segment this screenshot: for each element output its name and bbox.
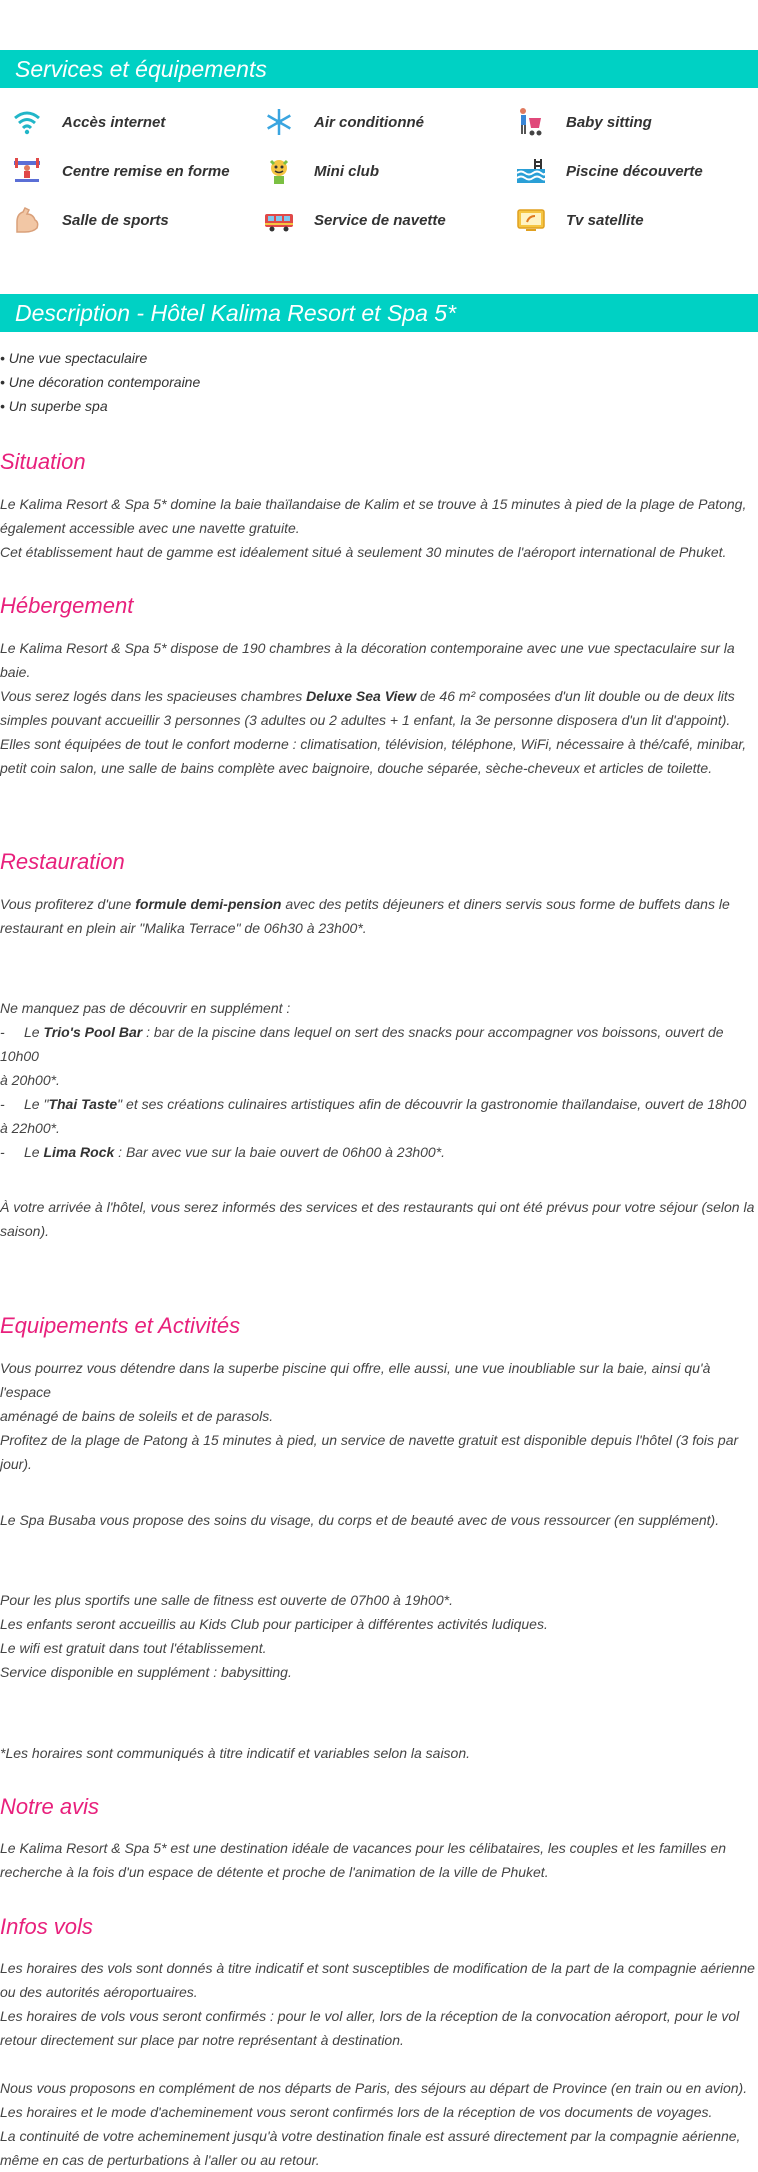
text-line: À votre arrivée à l'hôtel, vous serez informés des services et des restaurants qui ont été prévus pour votre séjour (selon la [0, 1199, 755, 1215]
highlights-list [0, 346, 200, 418]
service-label: Service de navette [314, 211, 446, 229]
text-line: petit coin salon, une salle de bains complète avec baignoire, douche séparée, sèche-cheveux et articles de toilette. [0, 760, 713, 776]
list-item: • Un superbe spa [0, 398, 108, 414]
hebergement-heading: Hébergement [0, 593, 134, 618]
text-line: La continuité de votre acheminement jusqu'à votre destination finale est assuré directement par la compagnie aérienne, [0, 2128, 741, 2144]
service-item [10, 153, 230, 189]
list-item: - Le Lima Rock : Bar avec vue sur la baie ouvert de 06h00 à 23h00*. [0, 1144, 446, 1160]
service-label: Baby sitting [566, 113, 652, 131]
text-line: Les horaires de vols vous seront confirmés : pour le vol aller, lors de la réception de la convocation aéroport, pour le vol [0, 2008, 740, 2024]
services-grid [0, 100, 758, 250]
muscle-icon [10, 203, 44, 237]
description-title: Description - Hôtel Kalima Resort et Spa 5* [15, 300, 457, 326]
text-line: baie. [0, 664, 31, 680]
text-line: Les horaires et le mode d'acheminement vous seront confirmés lors de la réception de vos documents de voyages. [0, 2104, 713, 2120]
meal-plan: formule demi-pension [135, 896, 282, 912]
list-item: • Une décoration contemporaine [0, 374, 201, 390]
arrival-text [0, 1195, 758, 1243]
service-item [10, 202, 169, 238]
list-item: • Une vue spectaculaire [0, 350, 148, 366]
vols-heading: Infos vols [0, 1914, 93, 1939]
hours-note: *Les horaires sont communiqués à titre indicatif et variables selon la saison. [0, 1745, 471, 1761]
avis-heading: Notre avis [0, 1794, 100, 1819]
text-line: Nous vous proposons en complément de nos départs de Paris, des séjours au départ de Province (en train ou en avion). [0, 2080, 748, 2096]
text-line: Vous pourrez vous détendre dans la superbe piscine qui offre, elle aussi, une vue inoubliable sur la baie, ainsi qu'à l'espace [0, 1360, 711, 1400]
tv-icon [514, 203, 548, 237]
service-item [10, 104, 165, 140]
service-label: Piscine découverte [566, 162, 703, 180]
text-line: Le Kalima Resort & Spa 5* domine la baie thaïlandaise de Kalim et se trouve à 15 minutes à pied de la plage de Patong, [0, 496, 747, 512]
equipements-text [0, 1356, 758, 1476]
vols-text [0, 1956, 758, 2052]
text-line: Elles sont équipées de tout le confort moderne : climatisation, télévision, téléphone, WiFi, nécessaire à thé/café, minibar, [0, 736, 747, 752]
restaurants-list [0, 996, 758, 1164]
text-line: à 20h00*. [0, 1072, 60, 1088]
service-label: Air conditionné [314, 113, 424, 131]
services-title: Services et équipements [15, 56, 267, 82]
text-line: également accessible avec une navette gratuite. [0, 520, 300, 536]
text-line: Le Kalima Resort & Spa 5* est une destination idéale de vacances pour les célibataires, les couples et les familles en [0, 1840, 727, 1856]
restaurant-name: Thai Taste [48, 1096, 118, 1112]
service-label: Centre remise en forme [62, 162, 230, 180]
vols-province-text [0, 2076, 758, 2172]
restauration-text [0, 892, 758, 940]
service-item [514, 202, 644, 238]
situation-text [0, 492, 758, 564]
services-banner [0, 50, 758, 88]
service-label: Mini club [314, 162, 379, 180]
text-line: aménagé de bains de soleils et de parasols. [0, 1408, 274, 1424]
text-line: Cet établissement haut de gamme est idéalement situé à seulement 30 minutes de l'aéroport international de Phuket. [0, 544, 727, 560]
service-item [262, 104, 424, 140]
service-label: Accès internet [62, 113, 166, 131]
activities-text [0, 1588, 758, 1684]
restaurant-name: Trio's Pool Bar [43, 1024, 143, 1040]
snowflake-icon [262, 105, 296, 139]
text-line: retour directement sur place par notre représentant à destination. [0, 2032, 404, 2048]
text-line: Pour les plus sportifs une salle de fitness est ouverte de 07h00 à 19h00*. [0, 1592, 453, 1608]
text-line: à 22h00*. [0, 1120, 60, 1136]
text-line: restaurant en plein air "Malika Terrace" de 06h30 à 23h00*. [0, 920, 367, 936]
spa-text: Le Spa Busaba vous propose des soins du visage, du corps et de beauté avec de vous ressourcer (en supplément). [0, 1512, 720, 1528]
text-line: simples pouvant accueillir 3 personnes (3 adultes ou 2 adultes + 1 enfant, la 3e personne disposera d'un lit d'appoint). [0, 712, 731, 728]
text-line: Service disponible en supplément : babysitting. [0, 1664, 292, 1680]
bus-icon [262, 203, 296, 237]
text-line: Profitez de la plage de Patong à 15 minutes à pied, un service de navette gratuit est disponible depuis l'hôtel (3 fois par [0, 1432, 739, 1448]
text-line: Les enfants seront accueillis au Kids Club pour participer à différentes activités ludiques. [0, 1616, 548, 1632]
service-item [514, 104, 652, 140]
text-line: Vous profiterez d'une formule demi-pension avec des petits déjeuners et diners servis sous forme de buffets dans le [0, 896, 730, 912]
restaurant-name: Lima Rock [43, 1144, 115, 1160]
service-label: Tv satellite [566, 211, 644, 229]
service-item [514, 153, 703, 189]
kids-icon [262, 154, 296, 188]
text-line: Le wifi est gratuit dans tout l'établissement. [0, 1640, 267, 1656]
restauration-heading: Restauration [0, 849, 125, 874]
pool-icon [514, 154, 548, 188]
text-line: même en cas de perturbations à l'aller ou au retour. [0, 2152, 320, 2168]
fitness-icon [10, 154, 44, 188]
service-item [262, 153, 379, 189]
description-banner [0, 294, 758, 332]
text-line: Ne manquez pas de découvrir en supplément : [0, 1000, 291, 1016]
equipements-heading: Equipements et Activités [0, 1313, 241, 1338]
wifi-icon [10, 105, 44, 139]
text-line: Le Kalima Resort & Spa 5* dispose de 190 chambres à la décoration contemporaine avec une vue spectaculaire sur la [0, 640, 735, 656]
service-label: Salle de sports [62, 211, 169, 229]
avis-text [0, 1836, 758, 1884]
hebergement-text [0, 636, 758, 780]
situation-heading: Situation [0, 449, 86, 474]
stroller-icon [514, 105, 548, 139]
room-type: Deluxe Sea View [306, 688, 417, 704]
list-item: - Le "Thai Taste" et ses créations culinaires artistiques afin de découvrir la gastronomie thaïlandaise, ouvert de 18h00 [0, 1096, 747, 1112]
list-item: - Le Trio's Pool Bar : bar de la piscine dans lequel on sert des snacks pour accompagner vos boissons, ouvert de 10h00 [0, 1024, 724, 1064]
text-line: saison). [0, 1223, 50, 1239]
service-item [262, 202, 446, 238]
text-line: jour). [0, 1456, 32, 1472]
text-line: recherche à la fois d'un espace de détente et proche de l'animation de la ville de Phuket. [0, 1864, 549, 1880]
text-line: ou des autorités aéroportuaires. [0, 1984, 198, 2000]
text-line: Les horaires des vols sont donnés à titre indicatif et sont susceptibles de modification de la part de la compagnie aérienne [0, 1960, 755, 1976]
text-line: Vous serez logés dans les spacieuses chambres Deluxe Sea View de 46 m² composées d'un lit double ou de deux lits [0, 688, 735, 704]
